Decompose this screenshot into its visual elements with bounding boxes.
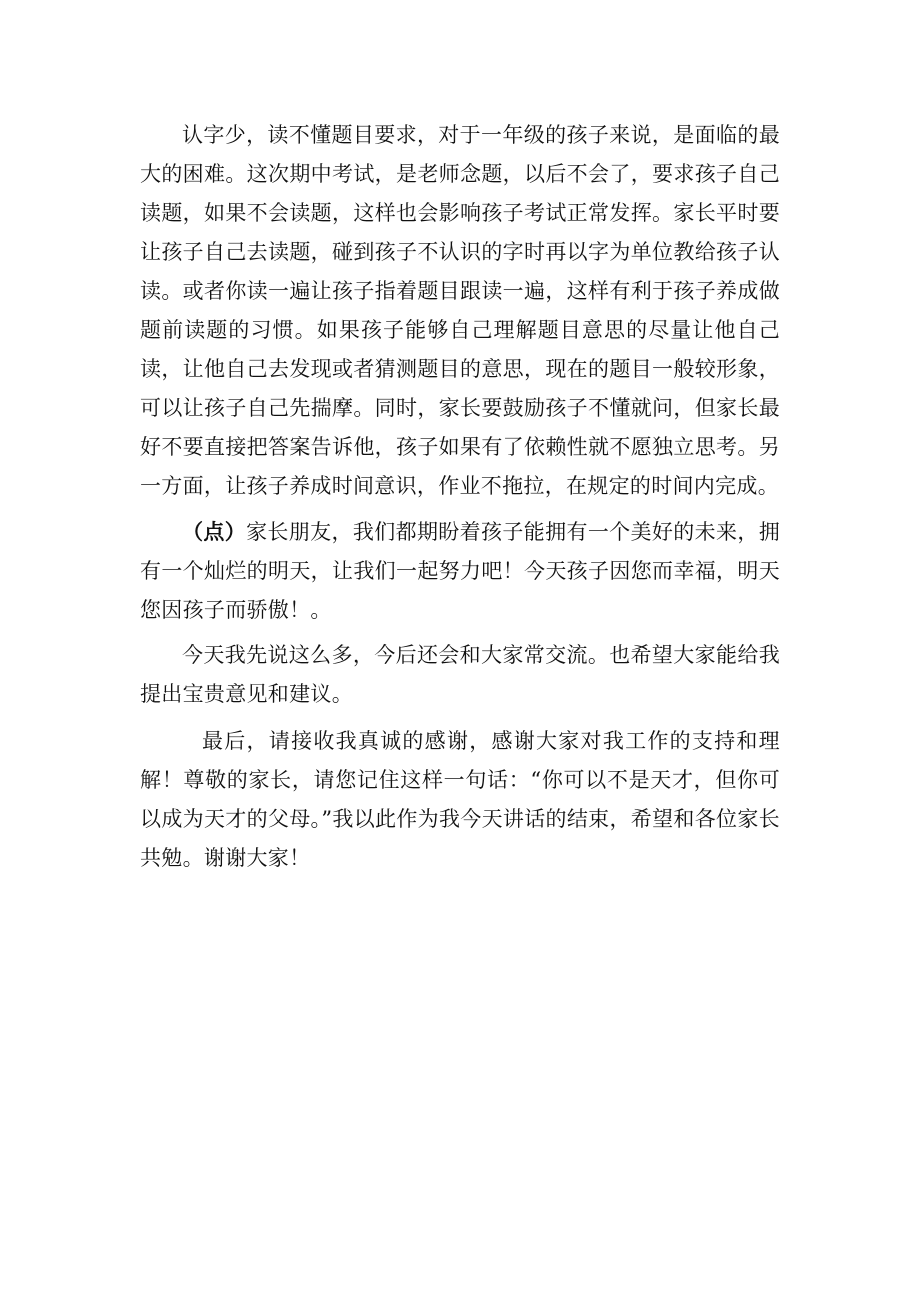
paragraph-thanks: 最后，请接收我真诚的感谢，感谢大家对我工作的支持和理解！尊敬的家长，请您记住这样一句话：“你可以不是天才，但你可以成为天才的父母。”我以此作为我今天讲话的结束，希望和各位家长共勉。谢谢大家！ [140, 729, 780, 870]
document-body [140, 116, 780, 890]
paragraph-marker: （点） [182, 519, 247, 544]
paragraph-encouragement [140, 512, 780, 630]
paragraph-encouragement-text: 家长朋友，我们都期盼着孩子能拥有一个美好的未来，拥有一个灿烂的明天，让我们一起努力吧！今天孩子因您而幸福，明天您因孩子而骄傲！。 [140, 520, 780, 622]
paragraph-reading-advice: 认字少，读不懂题目要求，对于一年级的孩子来说，是面临的最大的困难。这次期中考试，是老师念题，以后不会了，要求孩子自己读题，如果不会读题，这样也会影响孩子考试正常发挥。家长平时要让孩子自己去读题，碰到孩子不认识的字时再以字为单位教给孩子认读。或者你读一遍让孩子指着题目跟读一遍，这样有利于孩子养成做题前读题的习惯。如果孩子能够自己理解题目意思的尽量让他自己读，让他自己去发现或者猜测题目的意思，现在的题目一般较形象，可以让孩子自己先揣摩。同时，家长要鼓励孩子不懂就问，但家长最好不要直接把答案告诉他，孩子如果有了依赖性就不愿独立思考。另一方面，让孩子养成时间意识，作业不拖拉，在规定的时间内完成。 [140, 123, 780, 498]
paragraph-closing-remarks: 今天我先说这么多，今后还会和大家常交流。也希望大家能给我提出宝贵意见和建议。 [140, 643, 780, 706]
